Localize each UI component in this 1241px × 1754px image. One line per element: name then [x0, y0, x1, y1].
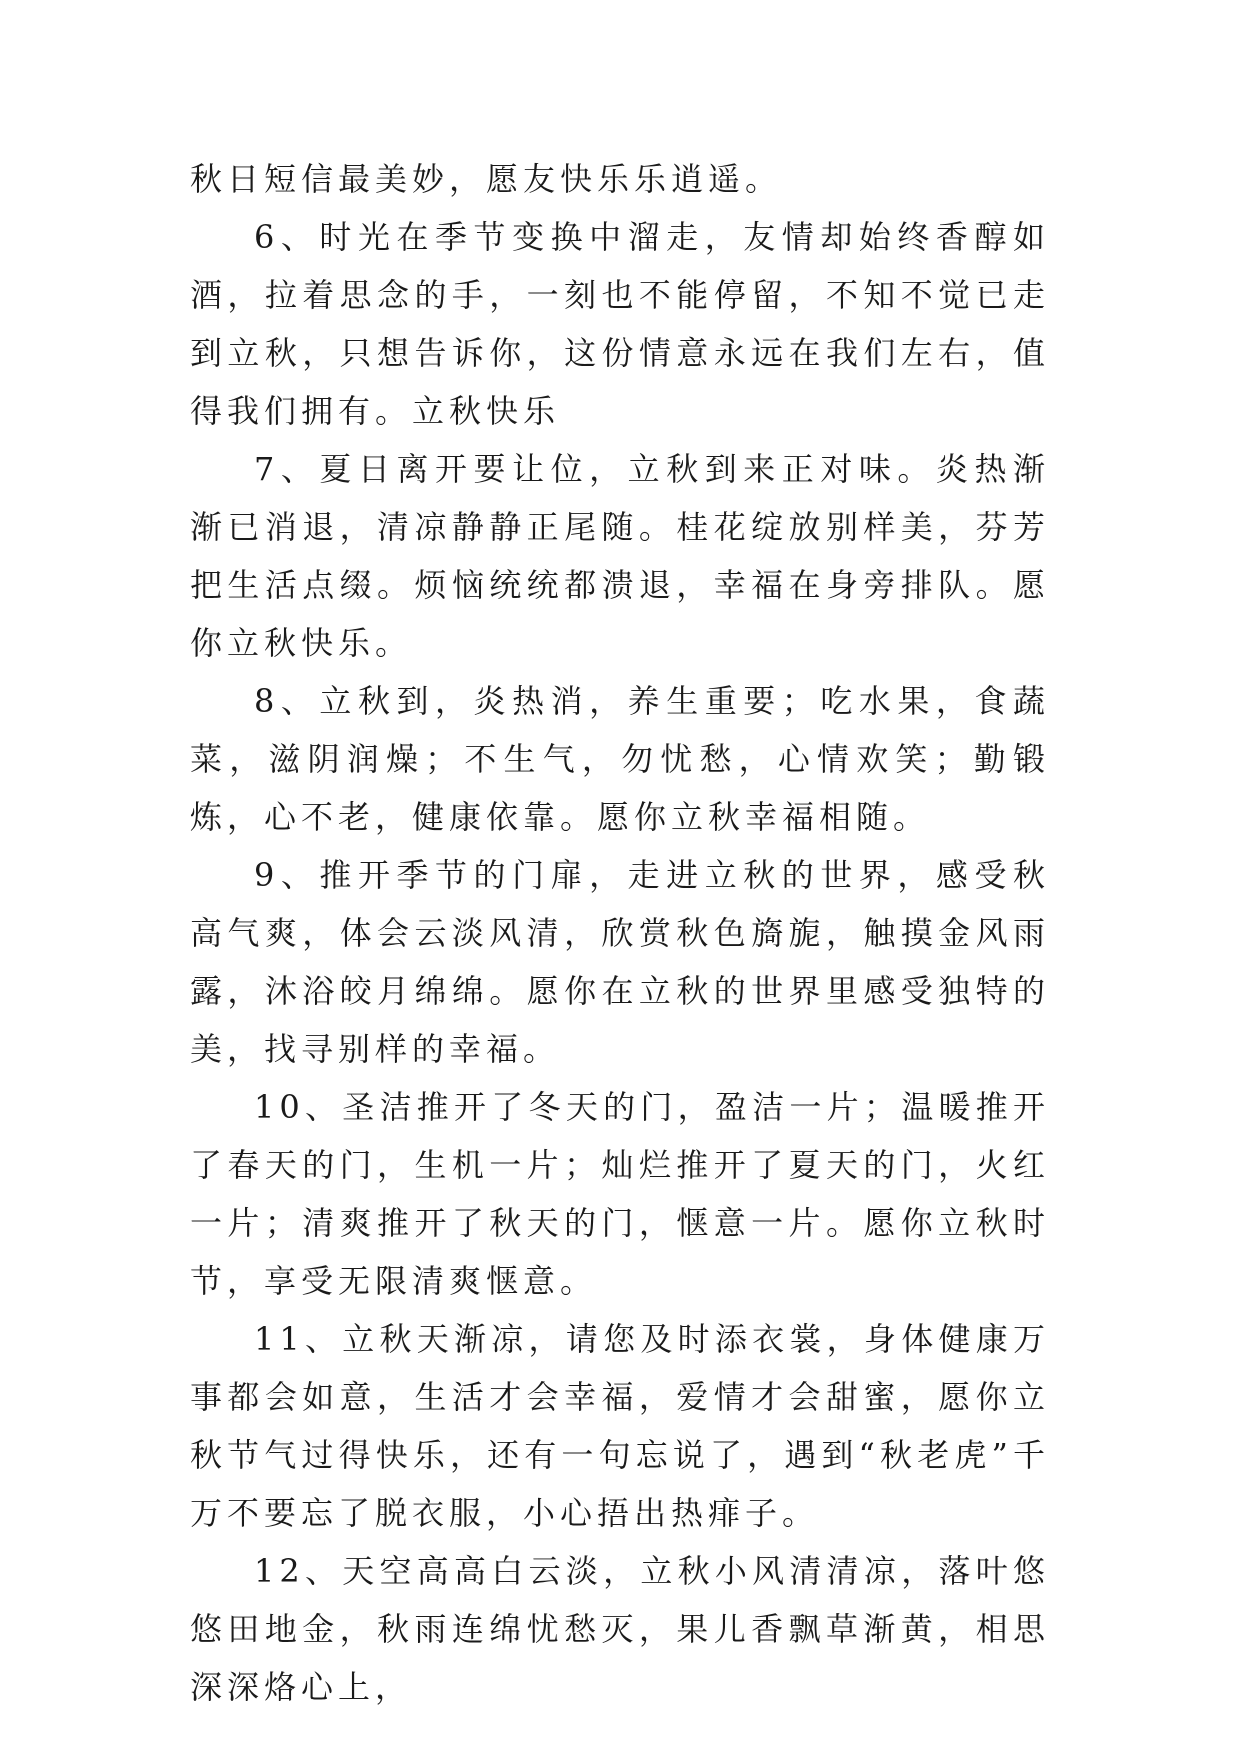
paragraph-item-10: 10、圣洁推开了冬天的门，盈洁一片；温暖推开了春天的门，生机一片；灿烂推开了夏天的门，火红一片；清爽推开了秋天的门，惬意一片。愿你立秋时节，享受无限清爽惬意。	[190, 1088, 1050, 1300]
paragraph-continuation: 秋日短信最美妙，愿友快乐乐逍遥。	[190, 160, 783, 198]
paragraph-item-11: 11、立秋天渐凉，请您及时添衣裳，身体健康万事都会如意，生活才会幸福，爱情才会甜蜜，愿你立秋节气过得快乐，还有一句忘说了，遇到“秋老虎”千万不要忘了脱衣服，小心捂出热痱子。	[190, 1320, 1050, 1532]
paragraph-item-12: 12、天空高高白云淡，立秋小风清清凉，落叶悠悠田地金，秋雨连绵忧愁灭，果儿香飘草渐黄，相思深深烙心上，	[190, 1552, 1050, 1706]
document-body	[190, 150, 1050, 1716]
paragraph-item-9: 9、推开季节的门扉，走进立秋的世界，感受秋高气爽，体会云淡风清，欣赏秋色旖旎，触摸金风雨露，沐浴皎月绵绵。愿你在立秋的世界里感受独特的美，找寻别样的幸福。	[190, 856, 1050, 1068]
paragraph-item-8: 8、立秋到，炎热消，养生重要；吃水果，食蔬菜，滋阴润燥；不生气，勿忧愁，心情欢笑；勤锻炼，心不老，健康依靠。愿你立秋幸福相随。	[190, 682, 1050, 836]
paragraph-item-6: 6、时光在季节变换中溜走，友情却始终香醇如酒，拉着思念的手，一刻也不能停留，不知不觉已走到立秋，只想告诉你，这份情意永远在我们左右，值得我们拥有。立秋快乐	[190, 218, 1050, 430]
paragraph-item-7: 7、夏日离开要让位，立秋到来正对味。炎热渐渐已消退，清凉静静正尾随。桂花绽放别样美，芬芳把生活点缀。烦恼统统都溃退，幸福在身旁排队。愿你立秋快乐。	[190, 450, 1050, 662]
